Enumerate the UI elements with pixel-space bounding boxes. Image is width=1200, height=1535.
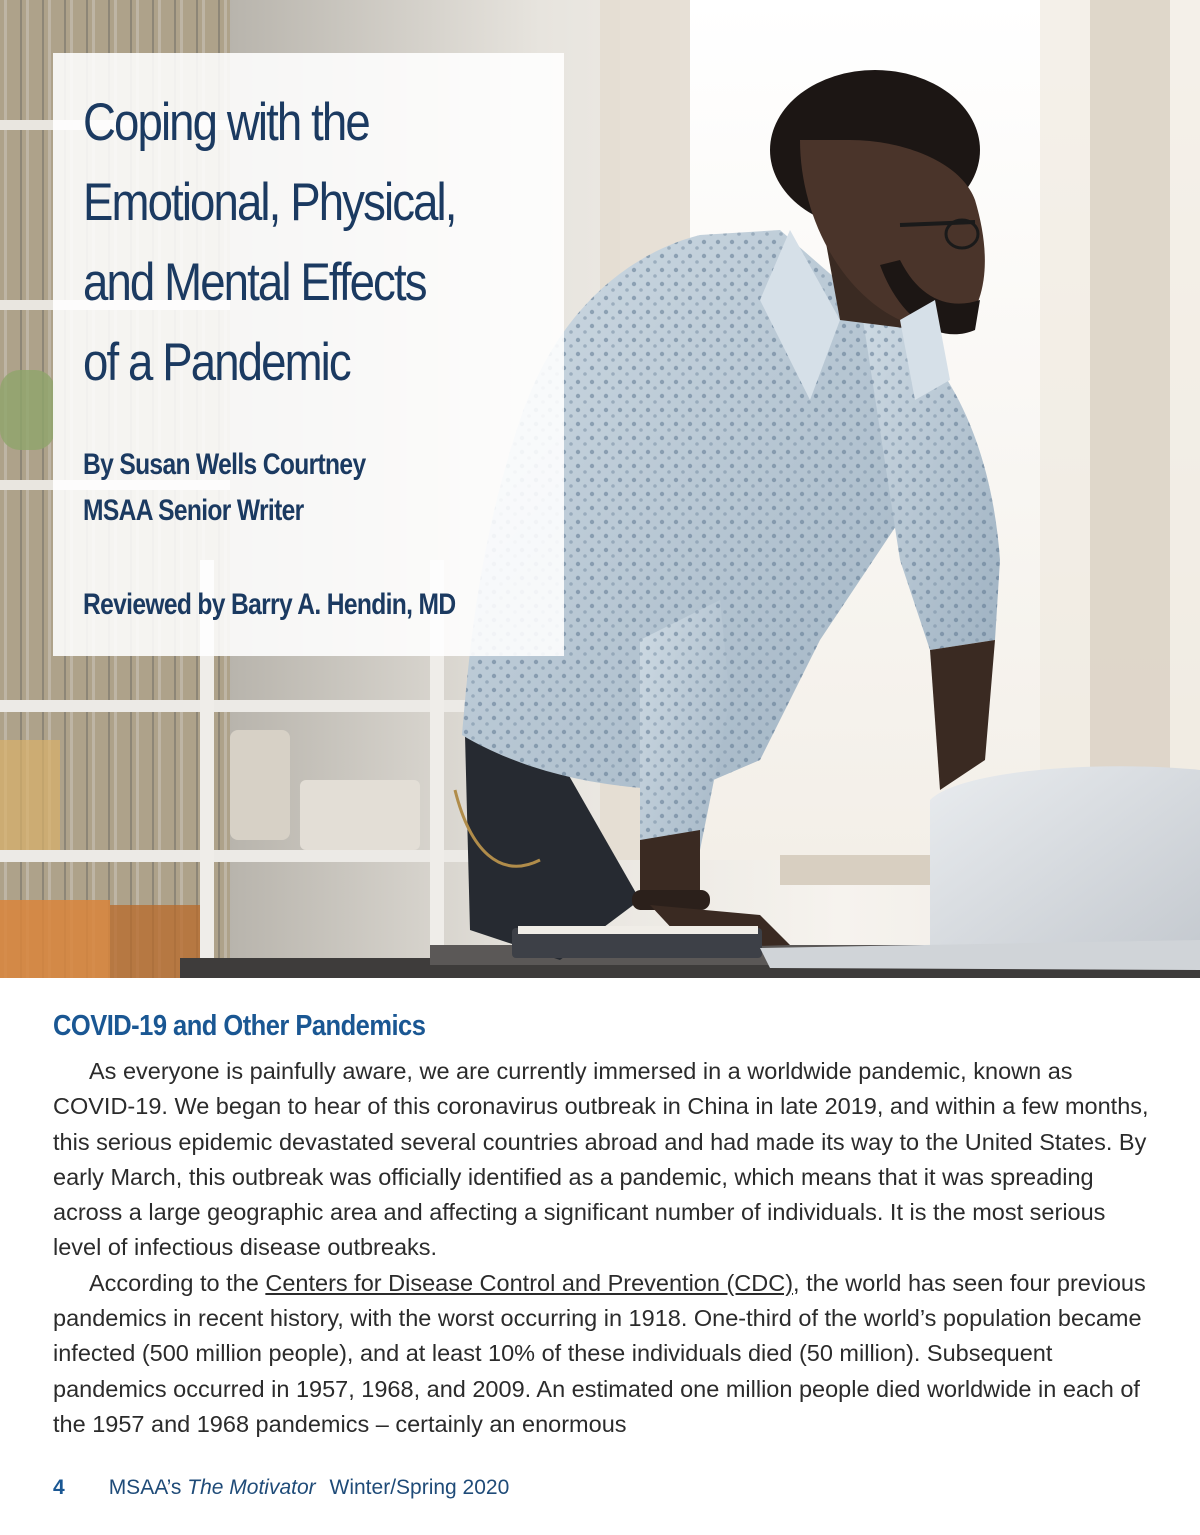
article-body	[53, 1054, 1153, 1442]
title-card	[53, 53, 564, 656]
reviewer-byline: Reviewed by Barry A. Hendin, MD	[83, 588, 456, 621]
issue-label: Winter/Spring 2020	[329, 1476, 510, 1499]
title-line: and Mental Effects	[83, 253, 426, 312]
title-line: Emotional, Physical,	[83, 173, 456, 232]
title-line: of a Pandemic	[83, 333, 350, 392]
author-role: MSAA Senior Writer	[83, 494, 304, 527]
page-footer	[53, 1476, 509, 1500]
title-line: Coping with the	[83, 93, 369, 152]
cdc-link[interactable]: Centers for Disease Control and Prevention (CDC)	[265, 1269, 794, 1296]
page-number: 4	[53, 1476, 65, 1499]
section-heading: COVID-19 and Other Pandemics	[53, 1010, 426, 1042]
paragraph-text: , the world has seen four previous pandemics in recent history, with the worst occurring in 1918. One-third of the world’s population became infected (500 million people), and at least 10% of these individuals died (50 million). Subsequent pandemics occurred in 1957, 1968, and 2009. An estimated one million people died worldwide in each of the 1957 and 1968 pandemics – certainly an enormous	[53, 1269, 1146, 1437]
paragraph: As everyone is painfully aware, we are currently immersed in a worldwide pandemic, known as COVID-19. We began to hear of this coronavirus outbreak in China in late 2019, and within a few months, this serious epidemic devastated several countries abroad and had made its way to the United States. By early March, this outbreak was officially identified as a pandemic, which means that it was spreading across a large geographic area and affecting a significant number of individuals. It is the most serious level of infectious disease outbreaks.	[53, 1058, 1149, 1261]
publisher-name: MSAA’s	[108, 1476, 182, 1499]
paragraph-text: According to the	[89, 1269, 266, 1296]
paragraph	[53, 1266, 1153, 1442]
article-title	[83, 83, 547, 403]
author-byline: By Susan Wells Courtney	[83, 448, 366, 481]
publication-title: The Motivator	[187, 1476, 316, 1499]
